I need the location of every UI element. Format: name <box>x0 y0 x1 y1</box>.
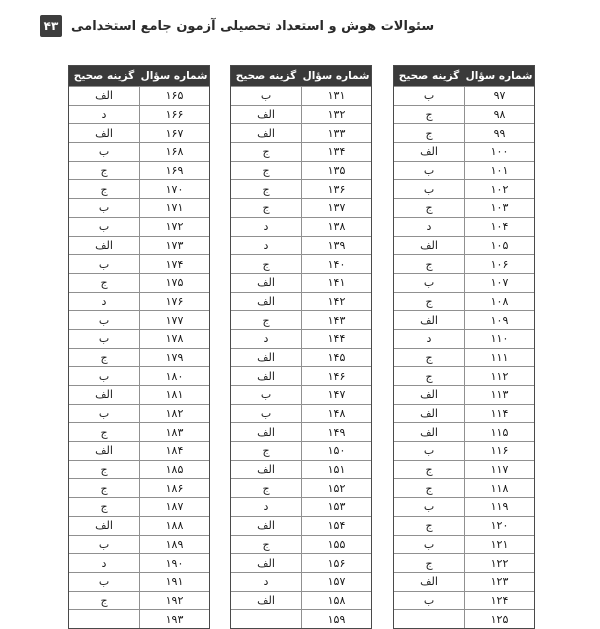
question-number: ۱۸۱ <box>139 386 209 404</box>
correct-option: الف <box>257 126 275 140</box>
correct-option-header: گزینه صحیح <box>235 70 297 82</box>
table-row <box>394 609 534 628</box>
question-number: ۱۴۱ <box>301 274 371 292</box>
correct-option: ج <box>100 276 108 290</box>
correct-option: د <box>263 500 269 514</box>
question-number: ۱۵۹ <box>301 610 371 628</box>
table-row <box>394 179 534 198</box>
question-number: ۱۸۳ <box>139 423 209 441</box>
question-number: ۱۱۲ <box>464 367 534 385</box>
correct-option: ج <box>100 350 108 364</box>
question-number-header: شماره سؤال <box>140 70 208 82</box>
question-number: ۱۲۰ <box>464 517 534 535</box>
table-row <box>231 329 371 348</box>
question-number: ۱۰۹ <box>464 311 534 329</box>
question-number: ۱۴۳ <box>301 311 371 329</box>
correct-option: ج <box>425 294 433 308</box>
question-number: ۱۱۵ <box>464 423 534 441</box>
table-row <box>69 105 209 124</box>
question-number: ۱۸۸ <box>139 517 209 535</box>
correct-option: د <box>426 220 432 234</box>
question-number: ۱۳۸ <box>301 218 371 236</box>
correct-option: الف <box>257 276 275 290</box>
table-row <box>231 535 371 554</box>
question-number: ۱۷۰ <box>139 180 209 198</box>
table-row <box>69 179 209 198</box>
table-row <box>394 254 534 273</box>
correct-option: ب <box>423 89 435 103</box>
question-number: ۱۱۱ <box>464 349 534 367</box>
table-row <box>394 198 534 217</box>
question-number: ۱۰۴ <box>464 218 534 236</box>
correct-option: ب <box>423 500 435 514</box>
table-row <box>69 161 209 180</box>
question-number: ۱۸۹ <box>139 536 209 554</box>
table-row <box>394 591 534 610</box>
question-number: ۱۱۰ <box>464 330 534 348</box>
table-row <box>69 329 209 348</box>
table-row <box>231 105 371 124</box>
correct-option: د <box>101 108 107 122</box>
correct-option: ج <box>425 481 433 495</box>
table-row <box>231 516 371 535</box>
table-row <box>231 441 371 460</box>
question-number: ۱۱۴ <box>464 405 534 423</box>
correct-option: ج <box>425 108 433 122</box>
correct-option: ب <box>98 537 110 551</box>
correct-option: ج <box>425 369 433 383</box>
question-number: ۱۳۹ <box>301 237 371 255</box>
question-number: ۱۸۰ <box>139 367 209 385</box>
table-row <box>394 348 534 367</box>
question-number: ۱۹۲ <box>139 592 209 610</box>
question-number: ۱۳۴ <box>301 143 371 161</box>
correct-option: الف <box>95 89 113 103</box>
question-number: ۱۵۵ <box>301 536 371 554</box>
correct-option: الف <box>420 145 438 159</box>
correct-option: د <box>101 294 107 308</box>
correct-option: د <box>426 332 432 346</box>
question-number: ۱۵۳ <box>301 498 371 516</box>
table-row <box>394 366 534 385</box>
table-row <box>69 516 209 535</box>
question-number: ۱۸۶ <box>139 479 209 497</box>
question-number: ۱۵۸ <box>301 592 371 610</box>
question-number: ۱۷۸ <box>139 330 209 348</box>
correct-option: ج <box>262 182 270 196</box>
correct-option: د <box>263 238 269 252</box>
correct-option: ج <box>262 481 270 495</box>
table-row <box>231 198 371 217</box>
question-number: ۱۰۱ <box>464 162 534 180</box>
correct-option: ج <box>262 313 270 327</box>
correct-option: الف <box>257 108 275 122</box>
correct-option <box>394 610 464 628</box>
correct-option: ب <box>260 407 272 421</box>
table-row <box>69 236 209 255</box>
correct-option: الف <box>257 425 275 439</box>
question-number: ۱۱۸ <box>464 479 534 497</box>
correct-option: ب <box>423 593 435 607</box>
table-row <box>394 273 534 292</box>
correct-option: الف <box>420 388 438 402</box>
correct-option: الف <box>420 238 438 252</box>
table-row <box>231 553 371 572</box>
correct-option: ب <box>423 164 435 178</box>
correct-option: الف <box>257 593 275 607</box>
correct-option: الف <box>95 519 113 533</box>
question-number: ۱۲۲ <box>464 554 534 572</box>
correct-option: ج <box>100 593 108 607</box>
table-row <box>69 348 209 367</box>
question-number: ۱۵۷ <box>301 573 371 591</box>
question-number: ۱۰۳ <box>464 199 534 217</box>
question-number: ۱۴۷ <box>301 386 371 404</box>
correct-option: د <box>101 556 107 570</box>
correct-option: ب <box>98 201 110 215</box>
question-number: ۱۵۰ <box>301 442 371 460</box>
table-row <box>231 422 371 441</box>
question-number: ۱۳۱ <box>301 87 371 105</box>
table-row <box>69 385 209 404</box>
question-number-header: شماره سؤال <box>465 70 533 82</box>
correct-option: ب <box>98 575 110 589</box>
table-row <box>231 366 371 385</box>
table-row <box>231 254 371 273</box>
question-number: ۱۷۹ <box>139 349 209 367</box>
table-row <box>231 310 371 329</box>
question-number: ۱۶۸ <box>139 143 209 161</box>
page-number-badge: ۴۳ <box>40 15 62 37</box>
table-row <box>394 123 534 142</box>
correct-option: ج <box>262 145 270 159</box>
table-row <box>394 292 534 311</box>
correct-option <box>69 610 139 628</box>
question-number: ۱۳۶ <box>301 180 371 198</box>
question-number: ۱۷۴ <box>139 255 209 273</box>
question-number: ۱۴۲ <box>301 293 371 311</box>
correct-option: ب <box>98 332 110 346</box>
table-row <box>394 516 534 535</box>
table-row <box>231 591 371 610</box>
question-number: ۱۸۷ <box>139 498 209 516</box>
correct-option: الف <box>420 407 438 421</box>
question-number: ۱۳۲ <box>301 106 371 124</box>
table-row <box>231 572 371 591</box>
question-number: ۱۷۶ <box>139 293 209 311</box>
table-row <box>69 86 209 105</box>
table-row <box>69 478 209 497</box>
table-row <box>394 310 534 329</box>
correct-option: الف <box>420 313 438 327</box>
table-row <box>231 609 371 628</box>
table-row <box>231 478 371 497</box>
table-row <box>69 460 209 479</box>
correct-option: ج <box>425 350 433 364</box>
answer-table-131-159 <box>230 65 372 629</box>
correct-option: ج <box>100 164 108 178</box>
question-number: ۹۷ <box>464 87 534 105</box>
correct-option: الف <box>95 238 113 252</box>
table-row <box>69 123 209 142</box>
question-number: ۱۸۴ <box>139 442 209 460</box>
correct-option: ج <box>425 126 433 140</box>
question-number: ۹۸ <box>464 106 534 124</box>
table-row <box>394 217 534 236</box>
correct-option: ب <box>98 407 110 421</box>
correct-option: الف <box>257 369 275 383</box>
question-number: ۱۹۳ <box>139 610 209 628</box>
question-number: ۱۴۰ <box>301 255 371 273</box>
correct-option: ج <box>100 463 108 477</box>
table-row <box>231 217 371 236</box>
question-number: ۱۴۹ <box>301 423 371 441</box>
question-number: ۱۷۷ <box>139 311 209 329</box>
table-row <box>394 86 534 105</box>
question-number: ۱۶۷ <box>139 124 209 142</box>
question-number: ۱۳۷ <box>301 199 371 217</box>
correct-option: ب <box>423 276 435 290</box>
question-number: ۱۰۵ <box>464 237 534 255</box>
question-number: ۱۸۵ <box>139 461 209 479</box>
correct-option: الف <box>420 425 438 439</box>
question-number: ۱۴۸ <box>301 405 371 423</box>
question-number-header: شماره سؤال <box>302 70 370 82</box>
table-row <box>69 572 209 591</box>
correct-option: ب <box>423 537 435 551</box>
table-row <box>394 478 534 497</box>
correct-option: ج <box>100 182 108 196</box>
table-row <box>69 553 209 572</box>
question-number: ۱۰۷ <box>464 274 534 292</box>
table-row <box>394 105 534 124</box>
table-row <box>394 460 534 479</box>
table-row <box>69 535 209 554</box>
table-row <box>231 86 371 105</box>
question-number: ۱۷۳ <box>139 237 209 255</box>
question-number: ۱۲۳ <box>464 573 534 591</box>
correct-option: ج <box>262 257 270 271</box>
correct-option: ج <box>425 556 433 570</box>
table-row <box>394 142 534 161</box>
question-number: ۱۰۸ <box>464 293 534 311</box>
correct-option: الف <box>420 575 438 589</box>
table-row <box>69 591 209 610</box>
question-number: ۱۱۶ <box>464 442 534 460</box>
question-number: ۱۲۴ <box>464 592 534 610</box>
question-number: ۱۹۰ <box>139 554 209 572</box>
question-number: ۹۹ <box>464 124 534 142</box>
question-number: ۱۶۵ <box>139 87 209 105</box>
table-row <box>231 236 371 255</box>
answer-table-97-125 <box>393 65 535 629</box>
table-row <box>69 609 209 628</box>
question-number: ۱۵۲ <box>301 479 371 497</box>
table-row <box>231 179 371 198</box>
correct-option-header: گزینه صحیح <box>73 70 135 82</box>
question-number: ۱۳۵ <box>301 162 371 180</box>
correct-option: ب <box>260 388 272 402</box>
table-row <box>69 441 209 460</box>
table-row <box>394 441 534 460</box>
correct-option: ب <box>98 257 110 271</box>
table-header <box>231 66 371 86</box>
table-row <box>231 142 371 161</box>
question-number: ۱۲۱ <box>464 536 534 554</box>
question-number: ۱۹۱ <box>139 573 209 591</box>
question-number: ۱۰۰ <box>464 143 534 161</box>
table-row <box>69 217 209 236</box>
table-row <box>394 422 534 441</box>
question-number: ۱۱۳ <box>464 386 534 404</box>
table-row <box>231 292 371 311</box>
correct-option: ب <box>98 220 110 234</box>
table-header <box>69 66 209 86</box>
question-number: ۱۱۹ <box>464 498 534 516</box>
answer-table-165-193 <box>68 65 210 629</box>
table-header <box>394 66 534 86</box>
correct-option: ج <box>262 201 270 215</box>
correct-option: ج <box>100 500 108 514</box>
correct-option: الف <box>257 519 275 533</box>
correct-option: الف <box>257 350 275 364</box>
correct-option: الف <box>257 556 275 570</box>
table-row <box>69 142 209 161</box>
correct-option: الف <box>95 126 113 140</box>
correct-option: ج <box>425 257 433 271</box>
correct-option: د <box>263 575 269 589</box>
question-number: ۱۴۴ <box>301 330 371 348</box>
correct-option: ج <box>425 519 433 533</box>
correct-option: ج <box>425 201 433 215</box>
table-row <box>394 497 534 516</box>
correct-option: ج <box>425 463 433 477</box>
correct-option: ب <box>98 369 110 383</box>
correct-option: د <box>263 332 269 346</box>
correct-option: ج <box>262 164 270 178</box>
page-title: سئوالات هوش و استعداد تحصیلی آزمون جامع استخدامی <box>71 18 435 34</box>
question-number: ۱۵۴ <box>301 517 371 535</box>
question-number: ۱۸۲ <box>139 405 209 423</box>
question-number: ۱۷۱ <box>139 199 209 217</box>
correct-option: الف <box>257 294 275 308</box>
table-row <box>394 385 534 404</box>
correct-option: الف <box>95 388 113 402</box>
table-row <box>394 329 534 348</box>
correct-option: ب <box>260 89 272 103</box>
correct-option: ج <box>262 444 270 458</box>
table-row <box>69 198 209 217</box>
correct-option: ب <box>98 313 110 327</box>
table-row <box>231 497 371 516</box>
question-number: ۱۷۲ <box>139 218 209 236</box>
table-row <box>231 385 371 404</box>
table-row <box>69 497 209 516</box>
table-row <box>69 422 209 441</box>
table-row <box>69 366 209 385</box>
correct-option-header: گزینه صحیح <box>398 70 460 82</box>
question-number: ۱۰۶ <box>464 255 534 273</box>
table-row <box>69 310 209 329</box>
table-row <box>394 572 534 591</box>
table-row <box>231 161 371 180</box>
table-row <box>394 161 534 180</box>
correct-option: ب <box>98 145 110 159</box>
question-number: ۱۶۶ <box>139 106 209 124</box>
table-row <box>231 404 371 423</box>
question-number: ۱۴۵ <box>301 349 371 367</box>
question-number: ۱۱۷ <box>464 461 534 479</box>
correct-option: ب <box>423 444 435 458</box>
table-row <box>69 292 209 311</box>
correct-option: ج <box>100 481 108 495</box>
table-row <box>394 404 534 423</box>
table-row <box>69 273 209 292</box>
table-row <box>394 535 534 554</box>
correct-option: الف <box>95 444 113 458</box>
question-number: ۱۵۱ <box>301 461 371 479</box>
table-row <box>231 348 371 367</box>
table-row <box>231 123 371 142</box>
question-number: ۱۲۵ <box>464 610 534 628</box>
question-number: ۱۶۹ <box>139 162 209 180</box>
table-row <box>231 273 371 292</box>
correct-option <box>231 610 301 628</box>
table-row <box>394 236 534 255</box>
correct-option: ب <box>423 182 435 196</box>
correct-option: ج <box>100 425 108 439</box>
correct-option: الف <box>257 463 275 477</box>
question-number: ۱۳۳ <box>301 124 371 142</box>
table-row <box>69 404 209 423</box>
table-row <box>69 254 209 273</box>
table-row <box>231 460 371 479</box>
question-number: ۱۰۲ <box>464 180 534 198</box>
correct-option: ج <box>262 537 270 551</box>
question-number: ۱۴۶ <box>301 367 371 385</box>
page-header <box>40 15 434 37</box>
question-number: ۱۷۵ <box>139 274 209 292</box>
correct-option: د <box>263 220 269 234</box>
table-row <box>394 553 534 572</box>
question-number: ۱۵۶ <box>301 554 371 572</box>
